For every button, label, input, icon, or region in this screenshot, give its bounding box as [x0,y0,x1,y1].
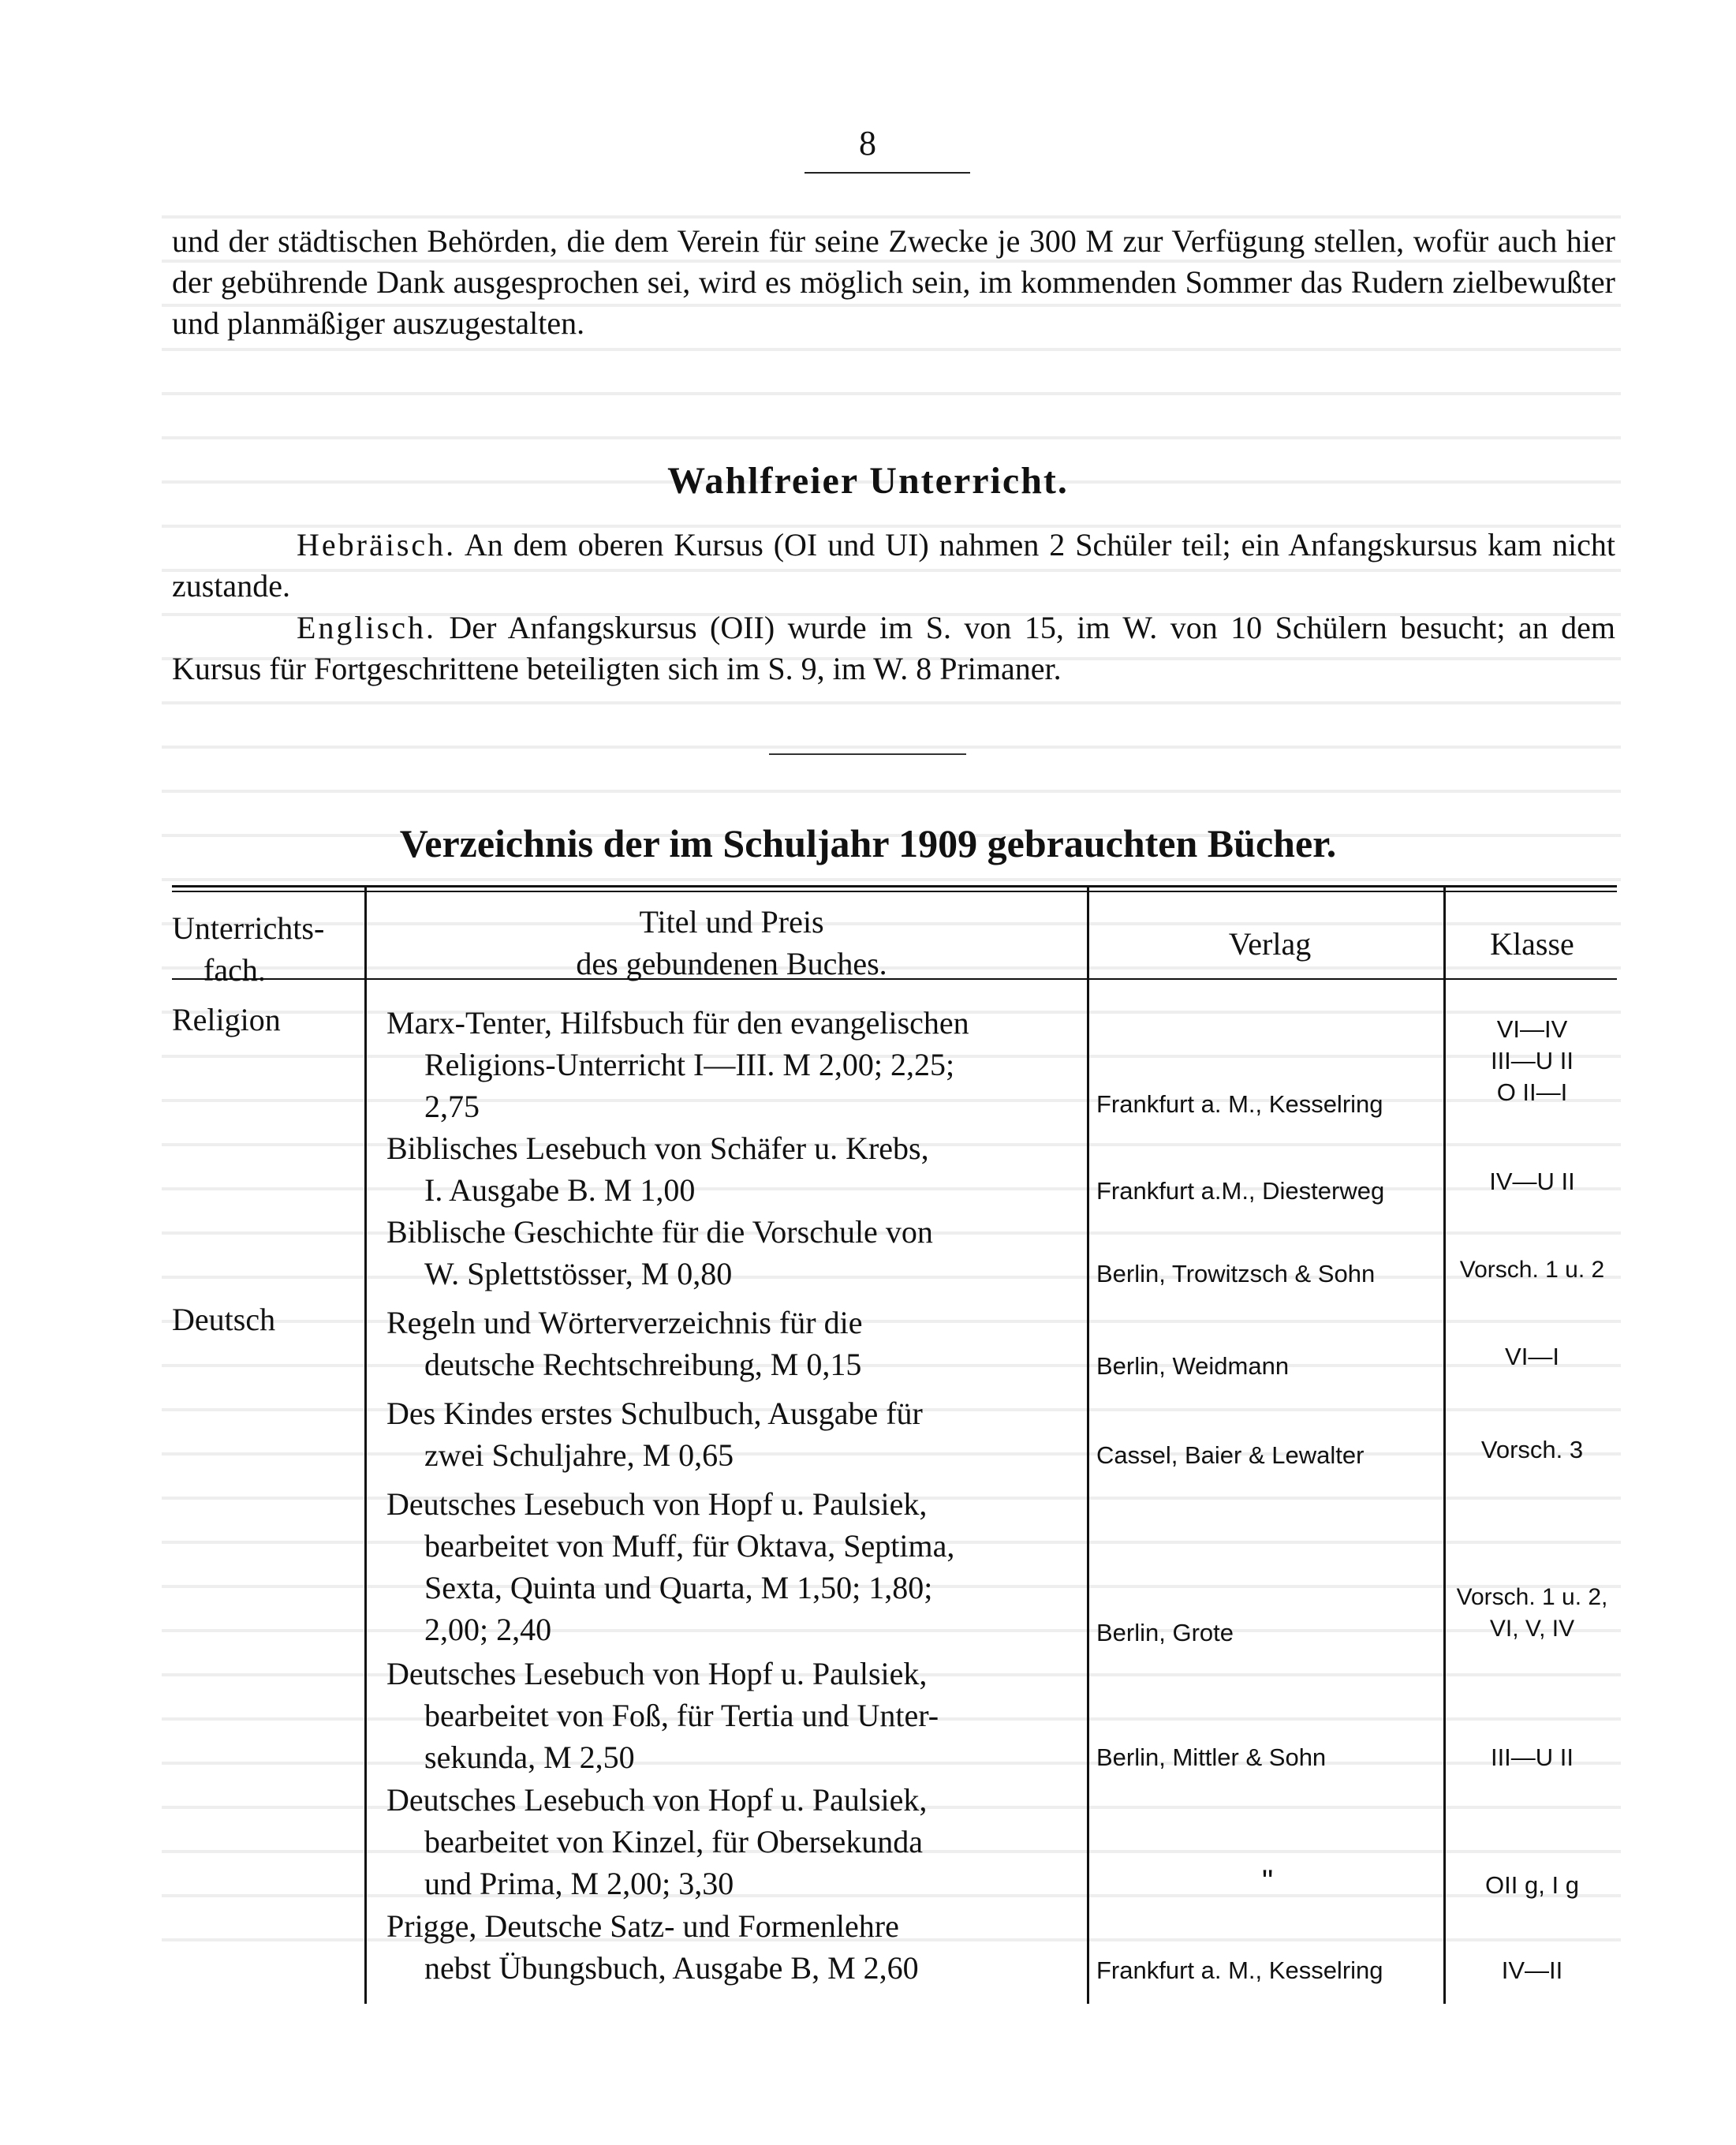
book-verlag: Frankfurt a. M., Kesselring [1096,1090,1383,1118]
book-title [386,1905,1077,1989]
book-title-line: I. Ausgabe B. M 1,00 [424,1172,696,1208]
book-title-line: Biblische Geschichte für die Vorschule von [386,1214,933,1250]
book-title-line: Des Kindes erstes Schulbuch, Ausgabe für [386,1396,923,1431]
book-title-line: Sexta, Quinta und Quarta, M 1,50; 1,80; [424,1570,933,1605]
book-title-line: Biblisches Lesebuch von Schäfer u. Krebs, [386,1130,929,1166]
book-klasse-line: Vorsch. 1 u. 2, [1456,1584,1608,1610]
book-title-line: und Prima, M 2,00; 3,30 [424,1866,734,1901]
book-title-line: Prigge, Deutsche Satz- und Formenlehre [386,1908,899,1944]
book-title-line: Deutsches Lesebuch von Hopf u. Paulsiek, [386,1656,928,1691]
book-verlag: Berlin, Grote [1096,1619,1234,1646]
book-title-line: bearbeitet von Muff, für Oktava, Septima, [424,1528,955,1564]
book-verlag-ditto: " [1262,1864,1274,1899]
hebraeisch-text: An dem oberen Kursus (OI und UI) nahmen 2 Schüler teil; ein Anfangskursus kam nicht zustande. [172,527,1615,604]
book-klasse-line: VI—IV [1496,1015,1568,1043]
book-title-line: deutsche Rechtschreibung, M 0,15 [424,1347,862,1382]
book-klasse-line: III—U II [1490,1047,1574,1074]
book-title-line: Deutsches Lesebuch von Hopf u. Paulsiek, [386,1782,928,1818]
subject-religion: Religion [172,1002,281,1037]
book-title [386,1211,1077,1295]
book-klasse-line: VI, V, IV [1489,1616,1575,1642]
book-title-line: Religions-Unterricht I—III. M 2,00; 2,25; [424,1047,955,1082]
book-klasse [1447,1582,1617,1645]
header-subject [172,907,361,991]
book-title-line: Deutsches Lesebuch von Hopf u. Paulsiek, [386,1486,928,1522]
book-verlag: Frankfurt a. M., Kesselring [1096,1956,1383,1984]
hebraeisch-label: Hebräisch. [297,527,457,562]
book-title [386,1483,1077,1650]
book-klasse: III—U II [1490,1743,1574,1771]
book-verlag: Berlin, Trowitzsch & Sohn [1096,1260,1376,1287]
book-klasse [1447,1014,1617,1108]
book-title-line: Regeln und Wörterverzeichnis für die [386,1305,863,1340]
section-divider [769,753,966,755]
header-title [386,901,1077,985]
hebraeisch-paragraph [172,525,1615,607]
book-klasse: Vorsch. 3 [1480,1436,1584,1463]
page-number: 8 [859,124,876,163]
book-klasse: IV—II [1501,1956,1563,1984]
book-verlag: Frankfurt a.M., Diesterweg [1096,1177,1385,1205]
book-title-line: Marx-Tenter, Hilfsbuch für den evangelischen [386,1005,969,1041]
book-title [386,1653,1077,1778]
subject-deutsch: Deutsch [172,1302,276,1337]
column-divider-2 [1087,888,1089,2004]
book-verlag: Berlin, Weidmann [1096,1352,1290,1380]
book-title-line: bearbeitet von Kinzel, für Obersekunda [424,1824,923,1859]
book-title-line: 2,75 [424,1089,480,1124]
book-klasse: OII g, I g [1485,1871,1579,1899]
book-title-line: nebst Übungsbuch, Ausgabe B, M 2,60 [424,1950,919,1986]
table-top-rule-2 [172,891,1617,892]
book-title-line: 2,00; 2,40 [424,1612,552,1647]
header-verlag: Verlag [1228,926,1312,962]
page-number-rule [805,172,970,174]
book-klasse: VI—I [1505,1343,1559,1370]
header-subject-line2: fach. [203,952,266,988]
section-heading: Wahlfreier Unterricht. [667,460,1069,502]
book-title [386,1392,1077,1476]
book-title-line: W. Splettstösser, M 0,80 [424,1256,733,1291]
column-divider-1 [364,888,367,2004]
book-klasse: IV—U II [1489,1168,1575,1195]
header-title-line1: Titel und Preis [639,904,824,940]
book-title-line: sekunda, M 2,50 [424,1740,635,1775]
book-verlag: Berlin, Mittler & Sohn [1096,1743,1327,1771]
table-title: Verzeichnis der im Schuljahr 1909 gebrauchten Bücher. [399,821,1337,865]
book-title [386,1127,1077,1211]
column-divider-3 [1443,888,1446,2004]
book-verlag: Cassel, Baier & Lewalter [1096,1441,1365,1469]
header-klasse: Klasse [1490,926,1574,962]
book-klasse: Vorsch. 1 u. 2 [1459,1257,1605,1283]
intro-paragraph: und der städtischen Behörden, die dem Verein für seine Zwecke je 300 M zur Verfügung stellen, wofür auch hier der gebührende Dank ausgesprochen sei, wird es möglich sein, im kommenden Sommer das Rudern zielbewußter und planmäßiger auszugestalten. [172,223,1615,341]
book-title [386,1002,1077,1127]
header-subject-line1: Unterrichts- [172,910,325,946]
englisch-paragraph [172,607,1615,689]
book-title-line: zwei Schuljahre, M 0,65 [424,1437,734,1473]
book-title [386,1302,1077,1385]
englisch-text: Der Anfangskursus (OII) wurde im S. von 15, im W. von 10 Schülern besucht; an dem Kursus für Fortgeschrittene beteiligten sich im S. 9, im W. 8 Primaner. [172,610,1616,686]
book-klasse-line: O II—I [1496,1078,1568,1106]
englisch-label: Englisch. [297,610,436,645]
book-title [386,1779,1077,1904]
table-top-rule [172,885,1617,888]
header-title-line2: des gebundenen Buches. [576,946,887,981]
book-title-line: bearbeitet von Foß, für Tertia und Unter- [424,1698,939,1733]
